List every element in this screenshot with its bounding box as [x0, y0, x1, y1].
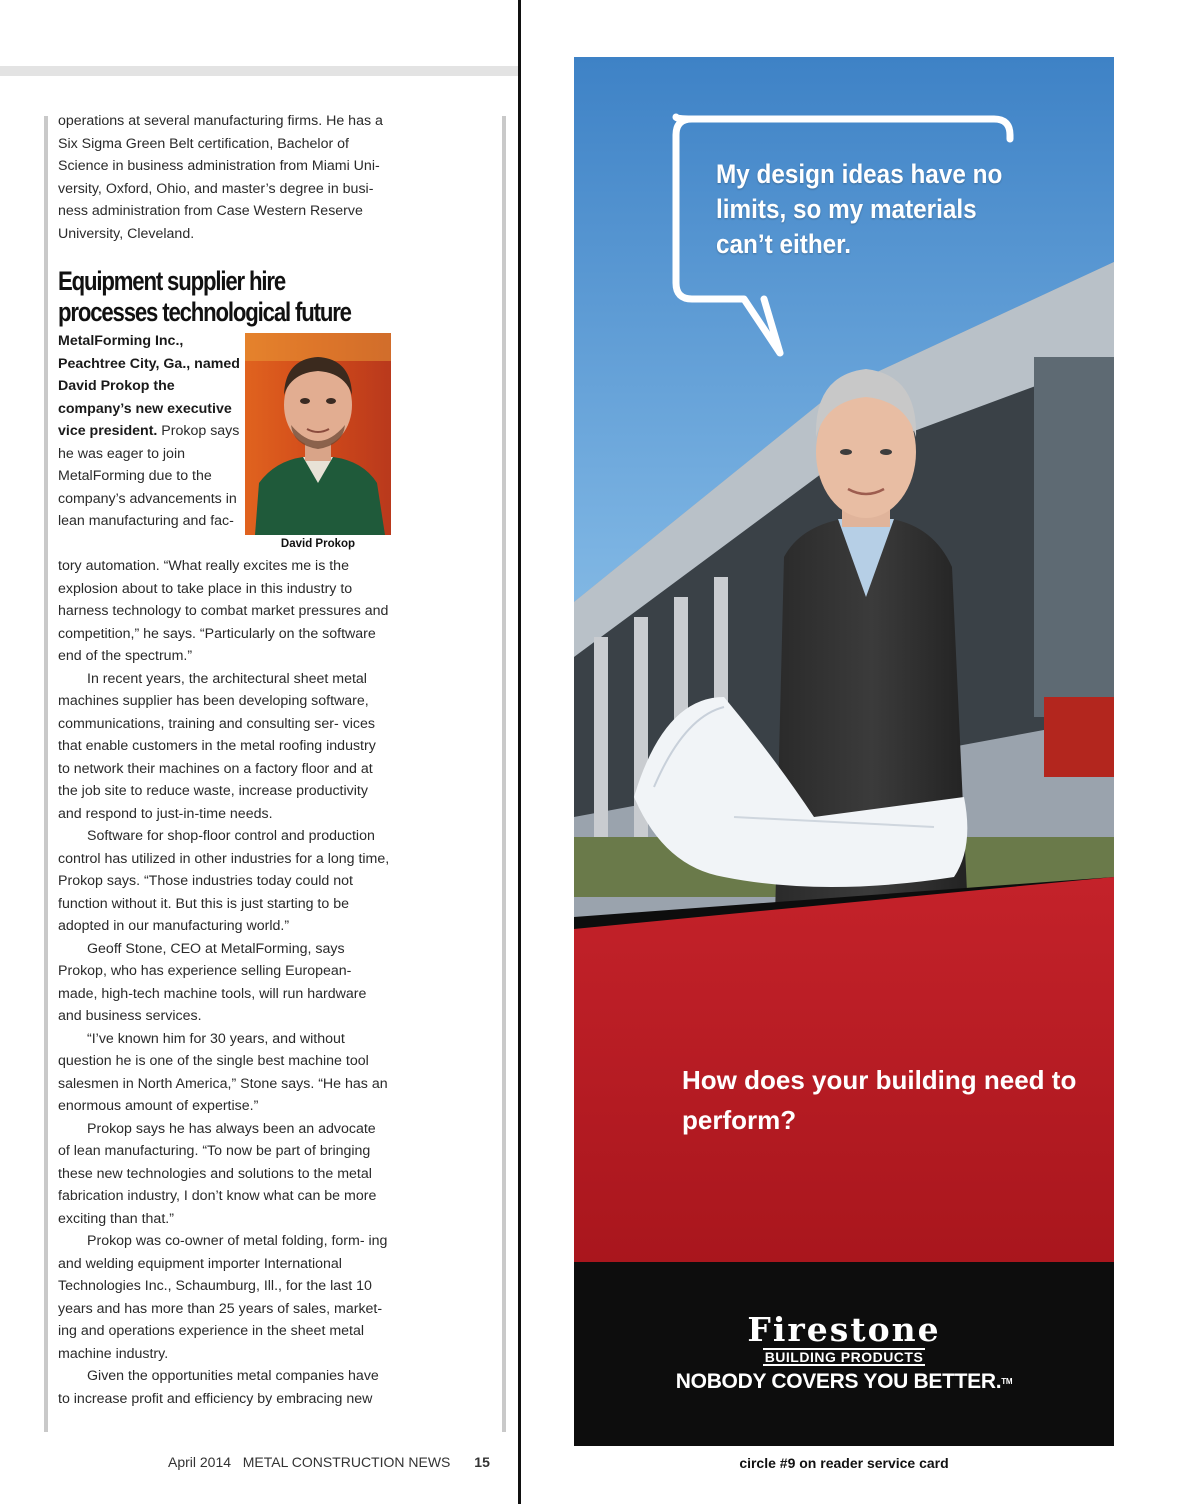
- issue-date: April 2014: [168, 1454, 232, 1470]
- article-body: [58, 555, 390, 1410]
- portrait-photo: [245, 333, 391, 535]
- page-number: 15: [474, 1454, 490, 1470]
- column-rule-right: [502, 116, 506, 1432]
- paragraph: “I’ve known him for 30 years, and without question he is one of the single best machine tool salesmen in North America,” Stone says. “He has an enormous amount of expertise.”: [58, 1030, 388, 1114]
- photo-caption: David Prokop: [280, 538, 356, 550]
- publication-name: METAL CONSTRUCTION NEWS: [242, 1454, 451, 1470]
- brand-logo: Firestone: [747, 1310, 941, 1349]
- paragraph: Prokop was co-owner of metal folding, form- ing and welding equipment importer International Technologies Inc., Schaumburg, Ill., for the last 10 years and has more than 25 years of sales, market- ing and operations experience in the sheet metal machine industry.: [58, 1233, 388, 1362]
- reader-service-note: circle #9 on reader service card: [739, 1455, 949, 1471]
- ad-illustration: [574, 57, 1114, 1446]
- ad-question: How does your building need to perform?: [682, 1065, 1077, 1135]
- ad-quote: My design ideas have no limits, so my materials can’t either.: [716, 159, 1003, 259]
- article-headline: [58, 266, 351, 328]
- firestone-brand-block: [574, 1312, 1114, 1395]
- brand-tagline: NOBODY COVERS YOU BETTER.™: [675, 1370, 1013, 1393]
- lead-text: Prokop says he was eager to join MetalForming due to the company’s advancements in lean manufacturing and fac-: [58, 423, 240, 529]
- page-divider: [518, 0, 521, 1504]
- headline-line-2: processes technological future: [58, 297, 351, 327]
- page-footer: [168, 1454, 490, 1470]
- lead-paragraph: [58, 330, 244, 533]
- paragraph: Software for shop-floor control and production control has utilized in other industries for a long time, Prokop says. “Those industries today could not function without it. But this is just starting to be adopted in our manufacturing world.”: [58, 828, 390, 934]
- headline-line-1: Equipment supplier hire: [58, 266, 286, 296]
- paragraph: Geoff Stone, CEO at MetalForming, says Prokop, who has experience selling European- made, high-tech machine tools, will run hardware and business services.: [58, 940, 367, 1024]
- firestone-advertisement: [574, 57, 1114, 1446]
- lead-bold: MetalForming Inc., Peachtree City, Ga., named David Prokop the company’s new executive vice president.: [58, 333, 240, 439]
- intro-paragraph: operations at several manufacturing firms. He has a Six Sigma Green Belt certification, Bachelor of Science in business administration from Miami Uni- versity, Oxford, Ohio, and master’s degree in busi- ness administration from Case Western Reserve University, Cleveland.: [58, 113, 383, 242]
- header-band: [0, 66, 520, 76]
- paragraph: Prokop says he has always been an advocate of lean manufacturing. “To now be part of bringing these new technologies and solutions to the metal fabrication industry, I don’t know what can be more exciting than that.”: [58, 1120, 377, 1227]
- trademark-mark: TM: [1001, 1377, 1013, 1386]
- paragraph: In recent years, the architectural sheet metal machines supplier has been developing software, communications, training and consulting ser- vices that enable customers in the metal roofing industry to network their machines on a factory floor and at the job site to reduce waste, increase productivity and respond to just-in-time needs.: [58, 670, 376, 822]
- column-rule-left: [44, 116, 48, 1432]
- paragraph: Given the opportunities metal companies have to increase profit and efficiency by embracing new: [58, 1368, 379, 1407]
- paragraph: tory automation. “What really excites me is the explosion about to take place in this industry to harness technology to combat market pressures and competition,” he says. “Particularly on the software end of the spectrum.”: [58, 558, 389, 664]
- brand-subtitle: BUILDING PRODUCTS: [764, 1349, 924, 1365]
